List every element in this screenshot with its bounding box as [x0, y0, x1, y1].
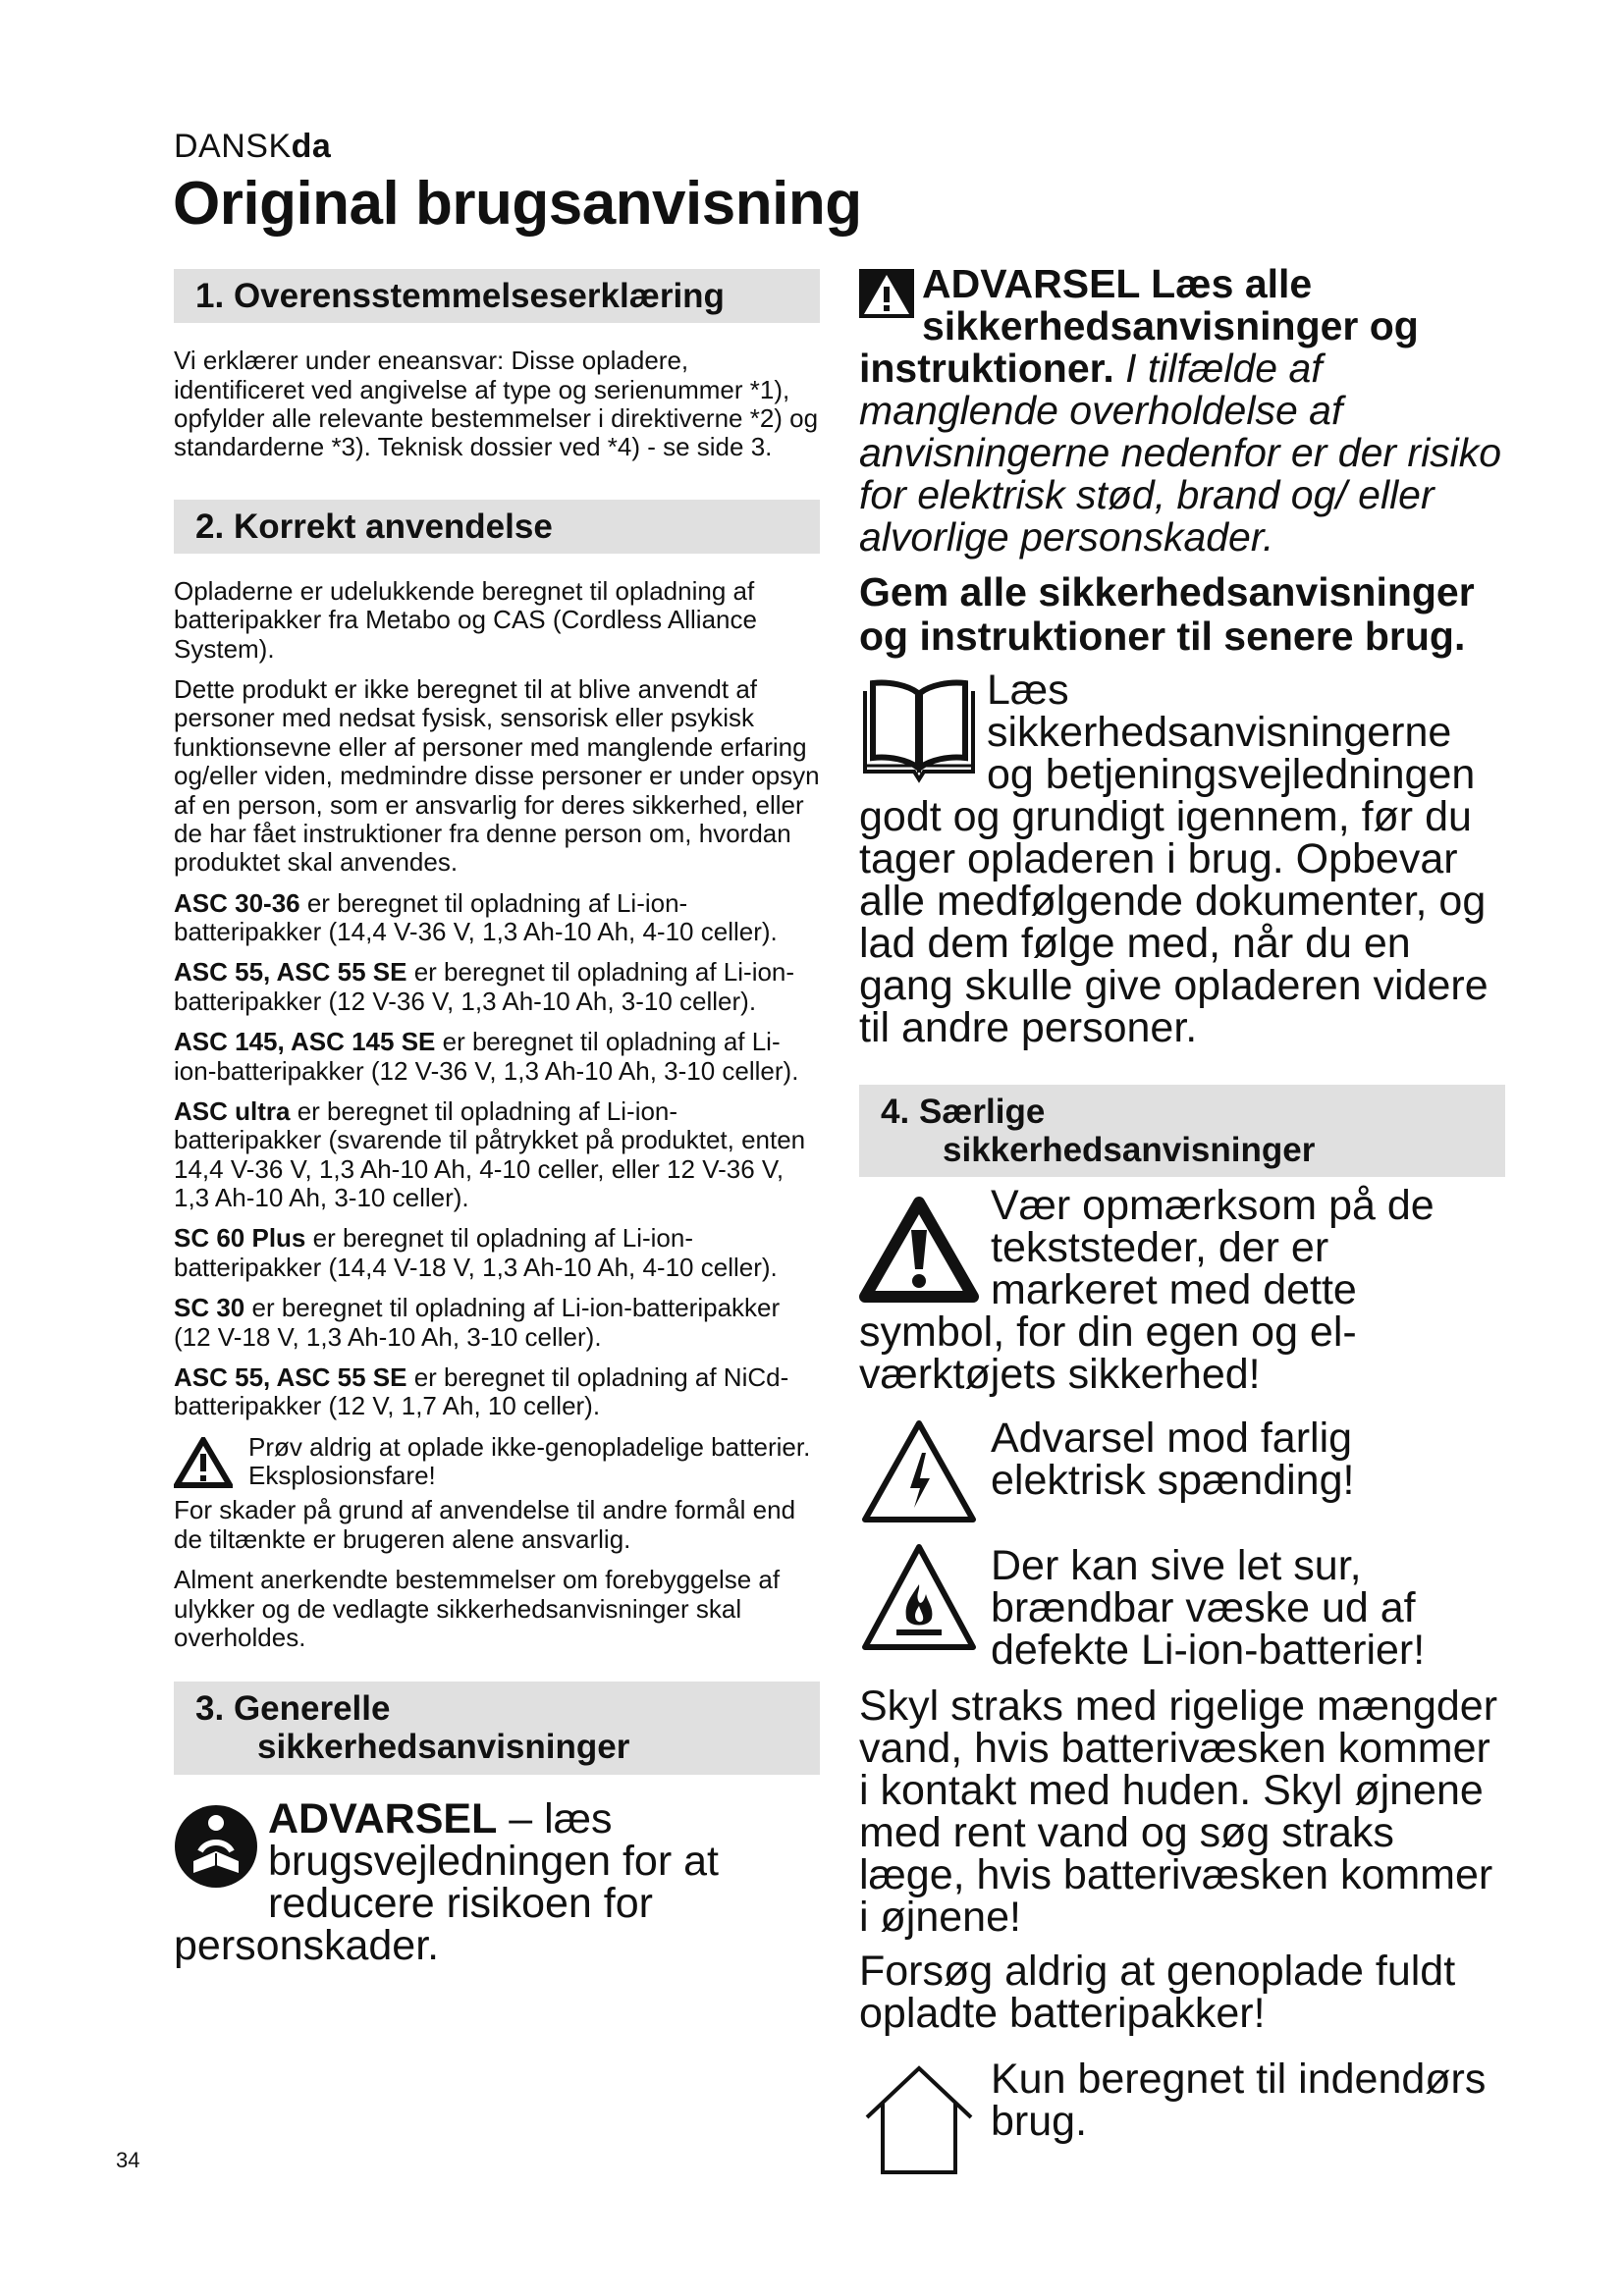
keep-instructions-text: Gem alle sikkerhedsanvisninger og instruktioner til senere brug.	[859, 569, 1475, 660]
indoor-text: Kun beregnet til indendørs brug.	[991, 2055, 1487, 2145]
warning-triangle-icon	[174, 1437, 233, 1488]
language-code: da	[291, 128, 332, 165]
warning-label: ADVARSEL	[268, 1794, 498, 1842]
model-name: ASC 55, ASC 55 SE	[174, 957, 407, 988]
attention-block	[859, 1181, 1505, 1398]
model-paragraph	[174, 1224, 820, 1282]
model-name: ASC ultra	[174, 1095, 291, 1126]
model-paragraph	[174, 1097, 820, 1213]
section-4-heading	[859, 1085, 1505, 1177]
indoor-block	[859, 2055, 1505, 2178]
model-description: er beregnet til opladning af Li-ion-batteripakker (12 V-18 V, 1,3 Ah-10 Ah, 3-10 celler).	[174, 1293, 781, 1352]
house-icon	[859, 2058, 979, 2178]
warning-triangle-icon	[859, 269, 914, 318]
model-paragraph	[174, 889, 820, 947]
model-description: er beregnet til opladning af Li-ion-batteripakker (12 V-36 V, 1,3 Ah-10 Ah, 3-10 celler).	[174, 957, 795, 1016]
warning-body: – læs brugsvejledningen for at reducere risikoen for personskader.	[174, 1794, 719, 1969]
never-recharge-text: Forsøg aldrig at genoplade fuldt opladte batteripakker!	[859, 1947, 1456, 2037]
page-number: 34	[116, 2148, 140, 2172]
model-paragraph	[174, 1294, 820, 1352]
model-paragraph	[174, 1028, 820, 1086]
read-manual-text: Læs sikkerhedsanvisningerne og betjeningsvejledningen godt og grundigt igennem, før du tager opladeren i brug. Opbevar alle medfølgende dokumenter, og lad dem følge med, når du en gang skulle give opladeren videre til andre personer.	[859, 666, 1489, 1051]
language-name: DANSK	[174, 128, 292, 165]
language-label	[174, 128, 331, 166]
warn-bold-text: ADVARSEL Læs alle sikkerhedsanvisninger og instruktioner.	[859, 261, 1419, 392]
intended-use-text: Opladerne er udelukkende beregnet til opladning af batteripakker fra Metabo og CAS (Cordless Alliance System).	[174, 575, 757, 664]
model-description: er beregnet til opladning af Li-ion-batteripakker (12 V-36 V, 1,3 Ah-10 Ah, 3-10 celler).	[174, 1027, 799, 1086]
model-name: ASC 145, ASC 145 SE	[174, 1027, 436, 1057]
declaration-text: Vi erklærer under eneansvar: Disse opladere, identificeret ved angivelse af type og serienummer *1), opfylder alle relevante bestemmelser i direktiverne *2) og standarderne *3). Teknisk dossier ved *4) - se side 3.	[174, 346, 819, 462]
general-warning-text	[174, 1794, 820, 1969]
model-name: SC 30	[174, 1293, 245, 1323]
attention-text: Vær opmærksom på de tekststeder, der er markeret med dette symbol, for din egen og el-værktøjets sikkerhed!	[859, 1181, 1435, 1398]
regulations-text: Alment anerkendte bestemmelser om forebyggelse af ulykker og de vedlagte sikkerhedsanvisninger skal overholdes.	[174, 1565, 781, 1652]
section-title-line2: sikkerhedsanvisninger	[257, 1728, 630, 1767]
model-name: ASC 30-36	[174, 887, 300, 918]
section-number: 3.	[195, 1689, 225, 1729]
electric-shock-icon	[859, 1417, 979, 1527]
acid-text: Der kan sive let sur, brændbar væske ud af defekte Li-ion-batterier!	[991, 1541, 1426, 1674]
read-manual-icon	[174, 1804, 258, 1889]
section-title-line2: sikkerhedsanvisninger	[943, 1130, 1316, 1169]
section-3-heading	[174, 1682, 820, 1774]
general-warning-block	[174, 1794, 820, 1969]
model-description: er beregnet til opladning af Li-ion-batteripakker (svarende til påtrykket på produktet, enten 14,4 V-36 V, 1,3 Ah-10 Ah, 4-10 celler, eller 12 V-36 V, 1,3 Ah-10 Ah, 3-10 celler).	[174, 1095, 806, 1212]
section-title: Generelle	[233, 1689, 391, 1729]
left-column	[174, 269, 820, 1967]
section-2-heading	[174, 500, 820, 554]
model-description: er beregnet til opladning af Li-ion-batteripakker (14,4 V-36 V, 1,3 Ah-10 Ah, 4-10 celler).	[174, 887, 778, 946]
model-description: er beregnet til opladning af Li-ion-batteripakker (14,4 V-18 V, 1,3 Ah-10 Ah, 4-10 celler).	[174, 1223, 778, 1282]
acid-block	[859, 1541, 1505, 1674]
attention-triangle-icon	[859, 1197, 979, 1303]
read-manual-block	[859, 666, 1505, 1051]
warn-italic-text: I tilfælde af manglende overholdelse af anvisningerne nedenfor er der risiko for elektrisk stød, brand og/ eller alvorlige personskader.	[859, 346, 1502, 561]
voltage-text: Advarsel mod farlig elektrisk spænding!	[991, 1414, 1355, 1504]
section-1-heading	[174, 269, 820, 323]
flammable-icon	[859, 1541, 979, 1655]
section-number: 4.	[881, 1092, 910, 1131]
page-title: Original brugsanvisning	[173, 170, 862, 238]
explosion-warning-text: Prøv aldrig at oplade ikke-genopladelige batterier. Eksplosionsfare!	[248, 1431, 811, 1490]
model-paragraph	[174, 958, 820, 1016]
restriction-text: Dette produkt er ikke beregnet til at blive anvendt af personer med nedsat fysisk, sensorisk eller psykisk funktionsevne eller af personer med manglende erfaring og/eller viden, medmindre disse personer er under opsyn af en person, som er ansvarlig for deres sikkerhed, eller de har fået instruktioner fra denne person om, hvordan produktet skal anvendes.	[174, 674, 820, 878]
model-paragraph	[174, 1363, 820, 1421]
liability-text: For skader på grund af anvendelse til andre formål end de tiltænkte er brugeren alene ansvarlig.	[174, 1495, 796, 1554]
model-list	[174, 889, 820, 1421]
explosion-warning	[174, 1433, 820, 1491]
right-column	[859, 263, 1505, 2178]
section-number: 1.	[195, 277, 225, 315]
model-description: er beregnet til opladning af NiCd-batteripakker (12 V, 1,7 Ah, 10 celler).	[174, 1362, 789, 1421]
book-icon	[859, 677, 979, 785]
model-name: ASC 55, ASC 55 SE	[174, 1362, 407, 1392]
general-warning-paragraph	[859, 263, 1505, 559]
section-title: Særlige	[918, 1092, 1046, 1131]
model-name: SC 60 Plus	[174, 1223, 306, 1254]
section-title: Korrekt anvendelse	[233, 507, 553, 546]
section-number: 2.	[195, 507, 225, 546]
rinse-text: Skyl straks med rigelige mængder vand, hvis batterivæsken kommer i kontakt med huden. Skyl øjnene med rent vand og søg straks læge, hvis batterivæsken kommer i øjnene!	[859, 1682, 1498, 1941]
voltage-block	[859, 1414, 1505, 1527]
section-title: Overensstemmelseserklæring	[233, 277, 725, 315]
